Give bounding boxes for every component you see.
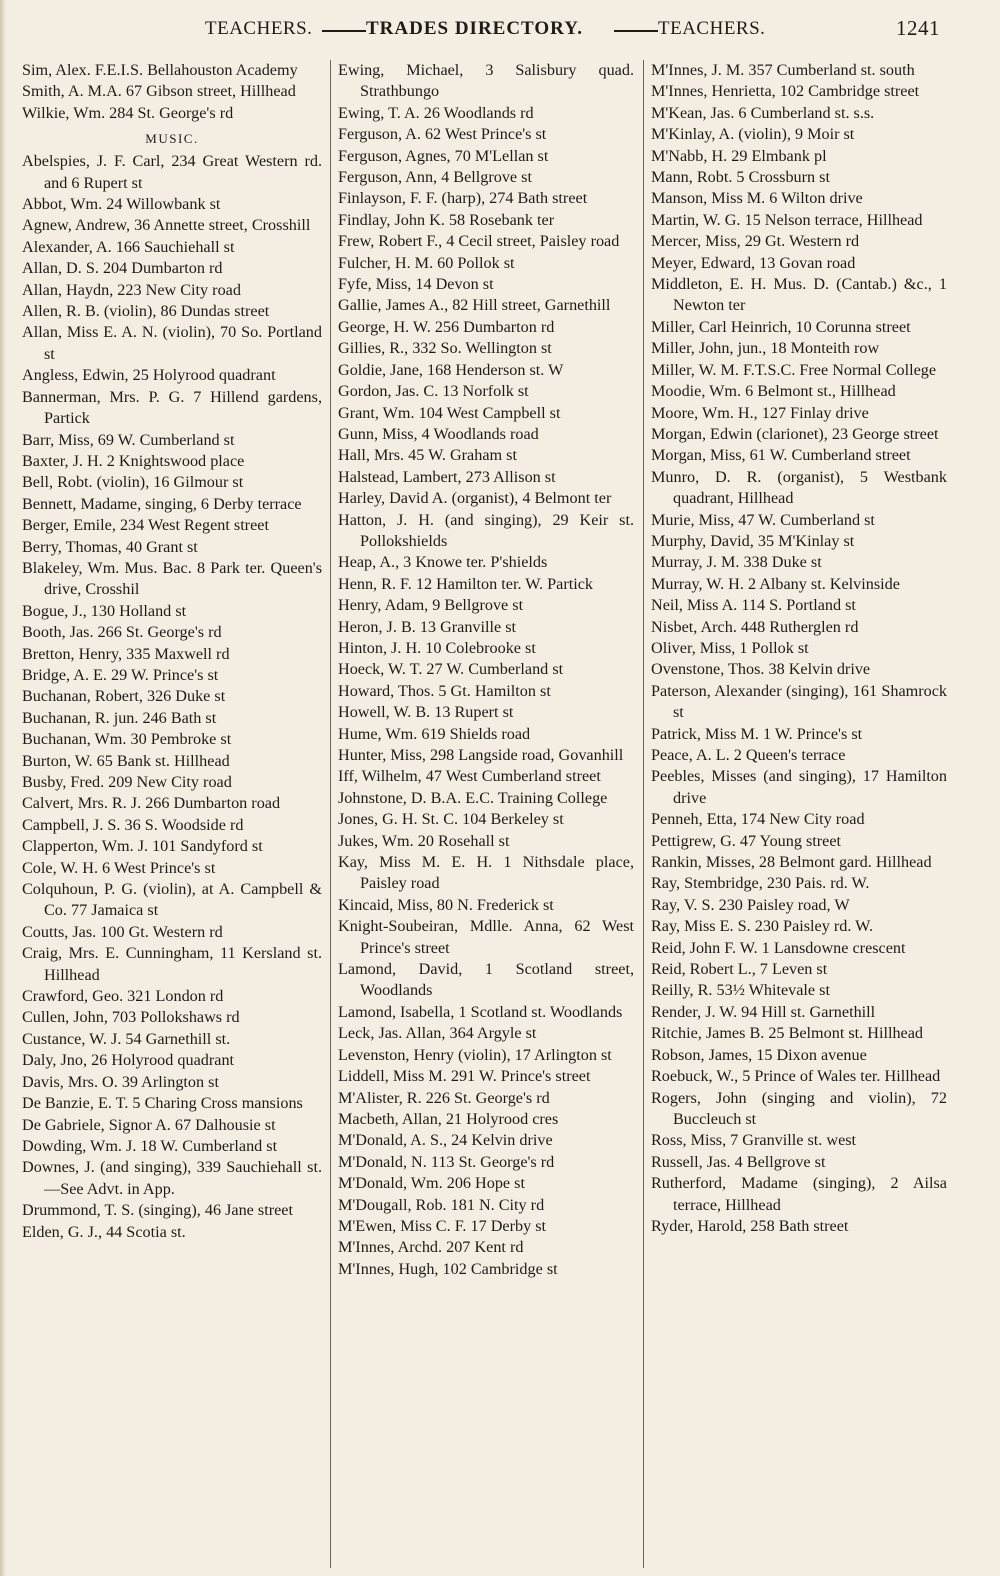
directory-entry: Allan, Haydn, 223 New City road — [22, 280, 241, 299]
directory-entry: Allen, R. B. (violin), 86 Dundas street — [22, 302, 270, 321]
directory-entry: Baxter, J. H. 2 Knightswood place — [22, 451, 245, 470]
directory-entry: Blakeley, Wm. Mus. Bac. 8 Park ter. Queen's drive, Crosshil — [22, 558, 322, 599]
directory-entry: Harley, David A. (organist), 4 Belmont ter — [338, 489, 612, 508]
directory-entry: Hoeck, W. T. 27 W. Cumberland st — [338, 660, 564, 679]
directory-entry: Robson, James, 15 Dixon avenue — [651, 1045, 867, 1064]
directory-entry: Oliver, Miss, 1 Pollok st — [651, 638, 809, 657]
directory-entry: Campbell, J. S. 36 S. Woodside rd — [22, 815, 244, 834]
directory-entry: Barr, Miss, 69 W. Cumberland st — [22, 430, 235, 449]
directory-entry: Ewing, Michael, 3 Salisbury quad. Strathbungo — [338, 61, 634, 101]
directory-entry: Meyer, Edward, 13 Govan road — [651, 253, 856, 272]
directory-entry: Munro, D. R. (organist), 5 Westbank quadrant, Hillhead — [651, 467, 947, 508]
directory-column-3 — [651, 60, 947, 1237]
directory-entry: M'Alister, R. 226 St. George's rd — [338, 1088, 550, 1107]
directory-entry: Goldie, Jane, 168 Henderson st. W — [338, 360, 564, 379]
header-dash-left — [322, 30, 366, 32]
directory-entry: M'Kean, Jas. 6 Cumberland st. s.s. — [651, 103, 875, 122]
directory-entry: Sim, Alex. F.E.I.S. Bellahouston Academy — [22, 61, 298, 79]
directory-entry: Downes, J. (and singing), 339 Sauchiehall st.—See Advt. in App. — [22, 1158, 322, 1198]
directory-entry: M'Innes, J. M. 357 Cumberland st. south — [651, 61, 915, 79]
directory-entry: Lamond, Isabella, 1 Scotland st. Woodlands — [338, 1002, 623, 1021]
directory-entry: M'Nabb, H. 29 Elmbank pl — [651, 146, 827, 165]
directory-entry: Agnew, Andrew, 36 Annette street, Crosshill — [22, 216, 311, 235]
directory-entry: Moore, Wm. H., 127 Finlay drive — [651, 403, 869, 422]
directory-entry: Iff, Wilhelm, 47 West Cumberland street — [338, 767, 601, 786]
directory-entry: Ewing, T. A. 26 Woodlands rd — [338, 103, 534, 122]
header-right-title: TEACHERS. — [658, 18, 766, 39]
directory-entry: Ryder, Harold, 258 Bath street — [651, 1216, 849, 1235]
directory-entry: M'Ewen, Miss C. F. 17 Derby st — [338, 1216, 547, 1235]
directory-entry: Daly, Jno, 26 Holyrood quadrant — [22, 1051, 235, 1070]
directory-entry: Reid, John F. W. 1 Lansdowne crescent — [651, 938, 906, 957]
directory-entry: Bell, Robt. (violin), 16 Gilmour st — [22, 473, 244, 492]
directory-entry: Kay, Miss M. E. H. 1 Nithsdale place, Paisley road — [338, 853, 634, 893]
page-gutter-shadow — [0, 0, 6, 1576]
directory-entry: Crawford, Geo. 321 London rd — [22, 987, 224, 1006]
directory-entry: Rankin, Misses, 28 Belmont gard. Hillhead — [651, 853, 932, 872]
header-center-title: TRADES DIRECTORY. — [366, 18, 583, 39]
directory-entry: Davis, Mrs. O. 39 Arlington st — [22, 1072, 219, 1091]
directory-entry: Mercer, Miss, 29 Gt. Western rd — [651, 232, 860, 251]
directory-entry: Liddell, Miss M. 291 W. Prince's street — [338, 1067, 591, 1086]
directory-entry: Rogers, John (singing and violin), 72 Buccleuch st — [651, 1088, 947, 1128]
directory-entry: Render, J. W. 94 Hill st. Garnethill — [651, 1002, 876, 1021]
directory-entry: Miller, W. M. F.T.S.C. Free Normal College — [651, 360, 937, 379]
directory-entry: Ferguson, A. 62 West Prince's st — [338, 125, 547, 144]
page-number: 1241 — [896, 16, 940, 40]
directory-entry: Ray, V. S. 230 Paisley road, W — [651, 895, 850, 914]
directory-entry: Kincaid, Miss, 80 N. Frederick st — [338, 895, 554, 914]
header-dash-right — [614, 30, 658, 32]
directory-entry: Gillies, R., 332 So. Wellington st — [338, 339, 552, 358]
directory-entry: Custance, W. J. 54 Garnethill st. — [22, 1029, 231, 1048]
directory-entry: Middleton, E. H. Mus. D. (Cantab.) &c., 1 Newton ter — [651, 275, 947, 315]
directory-entry: Nisbet, Arch. 448 Rutherglen rd — [651, 617, 859, 636]
directory-entry: Ferguson, Ann, 4 Bellgrove st — [338, 168, 532, 187]
directory-entry: Buchanan, Wm. 30 Pembroke st — [22, 730, 232, 749]
directory-entry: Macbeth, Allan, 21 Holyrood cres — [338, 1109, 559, 1128]
directory-entry: Patrick, Miss M. 1 W. Prince's st — [651, 724, 863, 743]
directory-entry: Grant, Wm. 104 West Campbell st — [338, 403, 561, 422]
directory-entry: Morgan, Edwin (clarionet), 23 George street — [651, 424, 939, 443]
directory-entry: Manson, Miss M. 6 Wilton drive — [651, 189, 863, 208]
directory-entry: Lamond, David, 1 Scotland street, Woodlands — [338, 960, 634, 1000]
directory-entry: Murie, Miss, 47 W. Cumberland st — [651, 510, 875, 529]
directory-entry: Ovenstone, Thos. 38 Kelvin drive — [651, 660, 871, 679]
directory-entry: Murray, J. M. 338 Duke st — [651, 553, 822, 572]
directory-entry: Ray, Miss E. S. 230 Paisley rd. W. — [651, 917, 873, 936]
directory-entry: Gordon, Jas. C. 13 Norfolk st — [338, 382, 529, 401]
directory-entry: M'Innes, Hugh, 102 Cambridge st — [338, 1259, 558, 1278]
directory-entry: Reid, Robert L., 7 Leven st — [651, 960, 828, 979]
directory-entry: M'Dougall, Rob. 181 N. City rd — [338, 1195, 545, 1214]
directory-entry: Fulcher, H. M. 60 Pollok st — [338, 253, 515, 272]
directory-entry: Berger, Emile, 234 West Regent street — [22, 516, 269, 535]
directory-entry: Smith, A. M.A. 67 Gibson street, Hillhead — [22, 82, 296, 101]
directory-entry: Hall, Mrs. 45 W. Graham st — [338, 446, 517, 465]
directory-entry: Booth, Jas. 266 St. George's rd — [22, 623, 222, 642]
directory-entry: Morgan, Miss, 61 W. Cumberland street — [651, 446, 911, 465]
directory-entry: Bogue, J., 130 Holland st — [22, 601, 187, 620]
directory-entry: De Gabriele, Signor A. 67 Dalhousie st — [22, 1115, 276, 1134]
directory-entry: Allan, Miss E. A. N. (violin), 70 So. Portland st — [22, 323, 322, 363]
directory-entry: Gallie, James A., 82 Hill street, Garnethill — [338, 296, 611, 315]
directory-entry: Wilkie, Wm. 284 St. George's rd — [22, 103, 234, 122]
directory-entry: Frew, Robert F., 4 Cecil street, Paisley road — [338, 232, 620, 251]
directory-entry: M'Donald, Wm. 206 Hope st — [338, 1174, 525, 1193]
header-left-title: TEACHERS. — [205, 18, 313, 39]
directory-entry: Gunn, Miss, 4 Woodlands road — [338, 424, 539, 443]
directory-entry: Johnstone, D. B.A. E.C. Training College — [338, 788, 608, 807]
directory-entry: M'Kinlay, A. (violin), 9 Moir st — [651, 125, 855, 144]
directory-entry: Findlay, John K. 58 Rosebank ter — [338, 210, 555, 229]
directory-entry: Penneh, Etta, 174 New City road — [651, 810, 865, 829]
directory-entry: M'Innes, Archd. 207 Kent rd — [338, 1238, 524, 1257]
directory-entry: Miller, John, jun., 18 Monteith row — [651, 339, 880, 358]
directory-entry: Howard, Thos. 5 Gt. Hamilton st — [338, 681, 551, 700]
directory-entry: Russell, Jas. 4 Bellgrove st — [651, 1152, 826, 1171]
directory-entry: Pettigrew, G. 47 Young street — [651, 831, 842, 850]
directory-entry: Jukes, Wm. 20 Rosehall st — [338, 831, 510, 850]
directory-entry: Ross, Miss, 7 Granville st. west — [651, 1131, 857, 1150]
directory-entry: Buchanan, R. jun. 246 Bath st — [22, 708, 217, 727]
directory-entry: Heron, J. B. 13 Granville st — [338, 617, 517, 636]
directory-entry: Burton, W. 65 Bank st. Hillhead — [22, 751, 230, 770]
directory-entry: Cole, W. H. 6 West Prince's st — [22, 858, 216, 877]
directory-entry: Bannerman, Mrs. P. G. 7 Hillend gardens, Partick — [22, 387, 322, 428]
directory-entry: Henn, R. F. 12 Hamilton ter. W. Partick — [338, 574, 593, 593]
directory-entry: Dowding, Wm. J. 18 W. Cumberland st — [22, 1136, 278, 1155]
directory-entry: Leck, Jas. Allan, 364 Argyle st — [338, 1024, 537, 1043]
directory-entry: Mann, Robt. 5 Crossburn st — [651, 168, 830, 187]
directory-column-2 — [338, 60, 634, 1280]
directory-entry: Bennett, Madame, singing, 6 Derby terrace — [22, 494, 302, 513]
directory-entry: Cullen, John, 703 Pollokshaws rd — [22, 1008, 240, 1027]
directory-entry: Bretton, Henry, 335 Maxwell rd — [22, 644, 230, 663]
directory-entry: George, H. W. 256 Dumbarton rd — [338, 317, 555, 336]
directory-entry: Hunter, Miss, 298 Langside road, Govanhill — [338, 746, 624, 764]
directory-entry: M'Innes, Henrietta, 102 Cambridge street — [651, 82, 920, 101]
directory-entry: M'Donald, A. S., 24 Kelvin drive — [338, 1131, 553, 1150]
directory-entry: Roebuck, W., 5 Prince of Wales ter. Hillhead — [651, 1067, 941, 1086]
directory-entry: Ray, Stembridge, 230 Pais. rd. W. — [651, 874, 870, 893]
directory-entry: Jones, G. H. St. C. 104 Berkeley st — [338, 810, 564, 829]
directory-entry: De Banzie, E. T. 5 Charing Cross mansions — [22, 1094, 303, 1113]
directory-entry: Hatton, J. H. (and singing), 29 Keir st. Pollokshields — [338, 510, 634, 550]
column-rule-1 — [330, 60, 331, 1568]
directory-entry: Elden, G. J., 44 Scotia st. — [22, 1222, 186, 1241]
directory-entry: Murphy, David, 35 M'Kinlay st — [651, 531, 855, 550]
directory-entry: Abbot, Wm. 24 Willowbank st — [22, 195, 221, 214]
directory-entry: Knight-Soubeiran, Mdlle. Anna, 62 West Prince's street — [338, 917, 634, 957]
directory-entry: Howell, W. B. 13 Rupert st — [338, 703, 514, 722]
directory-entry: Rutherford, Madame (singing), 2 Ailsa terrace, Hillhead — [651, 1174, 947, 1214]
directory-entry: Coutts, Jas. 100 Gt. Western rd — [22, 922, 223, 941]
page-header — [0, 18, 1000, 44]
directory-entry: M'Donald, N. 113 St. George's rd — [338, 1152, 555, 1171]
directory-entry: Halstead, Lambert, 273 Allison st — [338, 467, 556, 486]
directory-entry: Drummond, T. S. (singing), 46 Jane street — [22, 1201, 293, 1220]
directory-entry: Ferguson, Agnes, 70 M'Lellan st — [338, 146, 549, 165]
directory-entry: Martin, W. G. 15 Nelson terrace, Hillhead — [651, 210, 923, 229]
directory-entry: Craig, Mrs. E. Cunningham, 11 Kersland st. Hillhead — [22, 944, 322, 984]
directory-entry: Reilly, R. 53½ Whitevale st — [651, 981, 830, 1000]
directory-entry: Miller, Carl Heinrich, 10 Corunna street — [651, 317, 911, 336]
section-heading: MUSIC. — [145, 131, 199, 147]
directory-entry: Buchanan, Robert, 326 Duke st — [22, 687, 226, 706]
directory-entry: Heap, A., 3 Knowe ter. P'shields — [338, 553, 548, 572]
directory-entry: Peebles, Misses (and singing), 17 Hamilton drive — [651, 767, 947, 807]
directory-entry: Henry, Adam, 9 Bellgrove st — [338, 596, 524, 615]
column-rule-2 — [643, 60, 644, 1568]
directory-entry: Fyfe, Miss, 14 Devon st — [338, 275, 494, 294]
directory-entry: Calvert, Mrs. R. J. 266 Dumbarton road — [22, 794, 281, 813]
directory-entry: Angless, Edwin, 25 Holyrood quadrant — [22, 366, 276, 385]
directory-entry: Clapperton, Wm. J. 101 Sandyford st — [22, 837, 263, 856]
directory-entry: Busby, Fred. 209 New City road — [22, 773, 232, 791]
directory-entry: Murray, W. H. 2 Albany st. Kelvinside — [651, 574, 900, 593]
directory-entry: Moodie, Wm. 6 Belmont st., Hillhead — [651, 382, 896, 401]
directory-entry: Abelspies, J. F. Carl, 234 Great Western rd. and 6 Rupert st — [22, 152, 322, 192]
directory-entry: Colquhoun, P. G. (violin), at A. Campbell & Co. 77 Jamaica st — [22, 880, 322, 920]
directory-entry: Ritchie, James B. 25 Belmont st. Hillhead — [651, 1024, 924, 1043]
directory-column-1 — [22, 60, 322, 1243]
directory-entry: Paterson, Alexander (singing), 161 Shamrock st — [651, 681, 947, 722]
directory-entry: Allan, D. S. 204 Dumbarton rd — [22, 259, 223, 278]
directory-entry: Bridge, A. E. 29 W. Prince's st — [22, 665, 219, 684]
directory-entry: Hinton, J. H. 10 Colebrooke st — [338, 638, 536, 657]
directory-entry: Peace, A. L. 2 Queen's terrace — [651, 746, 846, 764]
directory-entry: Berry, Thomas, 40 Grant st — [22, 537, 198, 556]
directory-entry: Levenston, Henry (violin), 17 Arlington st — [338, 1045, 612, 1064]
directory-entry: Finlayson, F. F. (harp), 274 Bath street — [338, 189, 588, 208]
directory-entry: Hume, Wm. 619 Shields road — [338, 724, 531, 743]
directory-entry: Neil, Miss A. 114 S. Portland st — [651, 596, 856, 615]
directory-entry: Alexander, A. 166 Sauchiehall st — [22, 237, 235, 256]
